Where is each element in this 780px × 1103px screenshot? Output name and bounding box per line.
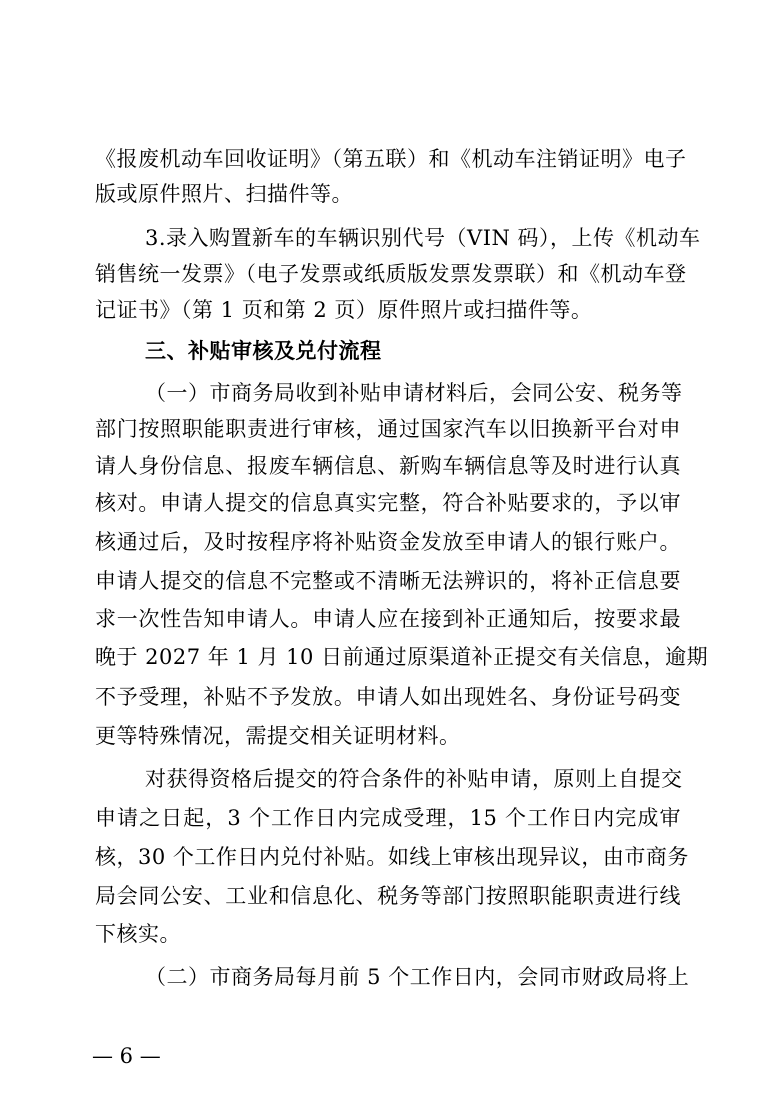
- text-line: 核对。申请人提交的信息真实完整，符合补贴要求的，予以审: [95, 491, 681, 515]
- text-line: 请人身份信息、报废车辆信息、新购车辆信息等及时进行认真: [95, 454, 681, 478]
- text-line: 申请之日起，3 个工作日内完成受理，15 个工作日内完成审: [95, 806, 681, 830]
- text-line: 销售统一发票》（电子发票或纸质版发票发票联）和《机动车登: [95, 262, 687, 286]
- text-line: （一）市商务局收到补贴申请材料后，会同公安、税务等: [145, 381, 683, 405]
- text-line: 《报废机动车回收证明》（第五联）和《机动车注销证明》电子: [95, 147, 687, 171]
- text-line: 3.录入购置新车的车辆识别代号（VIN 码），上传《机动车: [145, 226, 701, 250]
- page-number: — 6 —: [92, 1044, 161, 1068]
- text-line: 不予受理，补贴不予发放。申请人如出现姓名、身份证号码变: [95, 685, 681, 709]
- section-heading: 三、补贴审核及兑付流程: [145, 339, 382, 363]
- text-line: 部门按照职能职责进行审核，通过国家汽车以旧换新平台对申: [95, 417, 681, 441]
- text-line: 核，30 个工作日内兑付补贴。如线上审核出现异议，由市商务: [95, 845, 689, 869]
- text-line: 求一次性告知申请人。申请人应在接到补正通知后，按要求最: [95, 607, 681, 631]
- text-line: 晚于 2027 年 1 月 10 日前通过原渠道补正提交有关信息，逾期: [95, 645, 709, 669]
- text-line: 更等特殊情况，需提交相关证明材料。: [95, 724, 461, 748]
- text-line: 申请人提交的信息不完整或不清晰无法辨识的，将补正信息要: [95, 569, 681, 593]
- text-line: （二）市商务局每月前 5 个工作日内，会同市财政局将上: [145, 965, 690, 989]
- text-line: 版或原件照片、扫描件等。: [95, 182, 353, 206]
- text-line: 记证书》（第 1 页和第 2 页）原件照片或扫描件等。: [95, 298, 593, 322]
- text-line: 下核实。: [95, 922, 181, 946]
- text-line: 局会同公安、工业和信息化、税务等部门按照职能职责进行线: [95, 884, 681, 908]
- text-line: 核通过后，及时按程序将补贴资金发放至申请人的银行账户。: [95, 530, 681, 554]
- text-line: 对获得资格后提交的符合条件的补贴申请，原则上自提交: [145, 767, 683, 791]
